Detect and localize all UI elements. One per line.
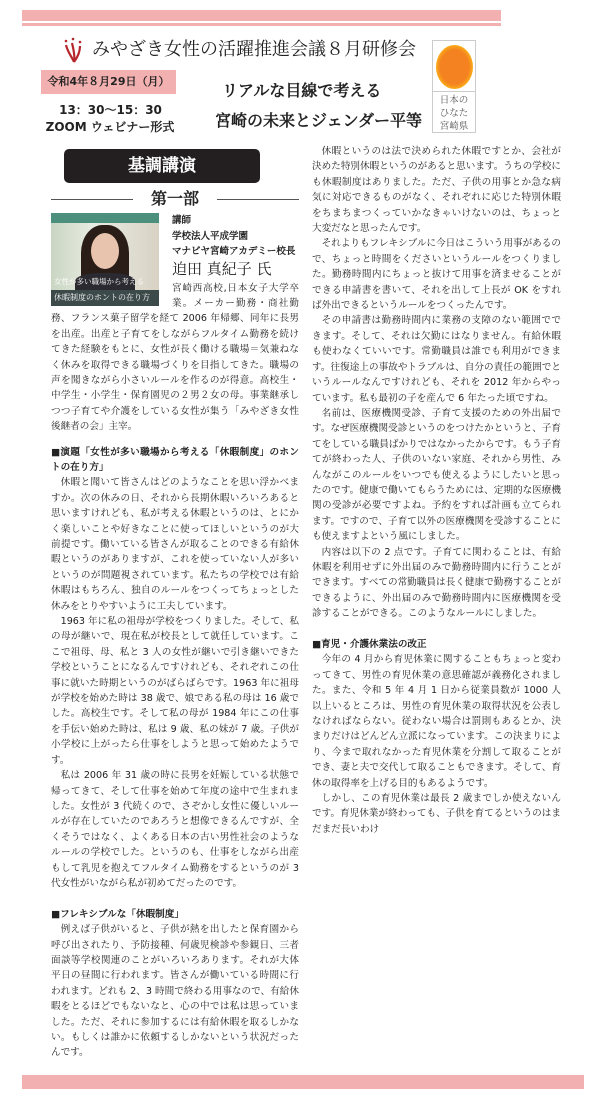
- miyazaki-prefecture-logo: [432, 40, 476, 133]
- paragraph: 休暇と聞いて皆さんはどのようなことを思い浮かべますか。次の休みの日、それから長期休暇いろいろあると思いますけれども、私が考える休暇というのは、とにかく楽しいことや好きなことに使ってほしいというのが大前提です。働いている皆さんが取ることのできる有給休暇というのがありますが、これを使っていない人が多いというのが問題視されています。私たちの学校では有給休暇はもちろん、独自のルールをつくってちょっとした休みをとりやすいように工夫しています。: [51, 477, 299, 612]
- left-column: [51, 144, 299, 1061]
- logo-text: 宮崎県: [439, 121, 469, 132]
- bottom-pink-band: [22, 1075, 584, 1089]
- photo-caption: 女性が多い職場から考える: [54, 277, 144, 286]
- speaker-name: 迫田 真紀子 氏: [172, 259, 272, 278]
- topic-heading: ■フレキシブルな「休暇制度」: [51, 908, 184, 920]
- speaker-position: マナビヤ宮崎アカデミー校長: [172, 246, 296, 257]
- subtitle-line-1: リアルな目線で考える: [222, 81, 382, 100]
- paragraph: 今年の 4 月から育児休業に関することもちょっと変わってきて、男性の育児休業の意思確認が義務化されました。また、令和 5 年 4 月 1 日から従業員数が 1000 人以上いるところは、男性の育児休業の取得状況を公表しなければならない。従わない場合は罰則もあるとか、決まりだけはどんどん立派になっています。この決まりにより、今まで取れなかった育児休業を分割して取ることができ、妻と夫で交代して取ることもできます。そして、育休の取得率を上げる目的もあるようです。: [312, 654, 561, 789]
- speaker-role: 講師: [172, 215, 192, 226]
- paragraph: 休暇というのは法で決められた休暇ですとか、会社が決めた特別休暇というのがあると思います。うちの学校にも休暇制度はありました。ただ、子供の用事とか急な病気に対応できるものがなく、それぞれに応じた特別休暇をちまちまつくっていかなきゃいけないのは、ちょっと大変だなと思ったんです。: [312, 146, 561, 235]
- photo-caption-title: 休暇制度のホントの在り方: [51, 290, 159, 306]
- event-time: 13：30〜15：30: [59, 103, 162, 117]
- paragraph: 1963 年に私の祖母が学校をつくりました。そして、私の母が継いで、現在私が校長として就任しています。ここで祖母、母、私と 3 人の女性が継いで引き継いできた学校ということになるんですけれども、それぞれこの仕事に就いた時期というのがばらばらです。1963 年に祖母が学校を始めた時は 38 歳で、娘である私の母は 16 歳でした。高校生です。そして私の母が 1984 年にこの仕事を手伝い始めた時は、私は 9 歳、私の妹が 7 歳。子供が小学校に上がったら仕事をしようと思って始めたようです。: [51, 616, 299, 766]
- paragraph: その申請書は勤務時間内に業務の支障のない範囲でできます。そして、それは欠勤にはなりません。有給休暇も使わなくていいです。常勤職員は誰でも利用ができます。往復途上の事故やトラブルは、自分の責任の範囲でというルールなんですけれども、それを 2012 年からやっています。私も最初の子を産んで 6 年たった頃ですね。: [312, 315, 561, 404]
- page-header: [0, 0, 606, 144]
- topic-heading: ■育児・介護休業法の改正: [312, 638, 427, 650]
- sun-icon: [436, 45, 473, 89]
- speaker-photo: [51, 213, 159, 306]
- paragraph: しかし、この育児休業は最長 2 歳までしか使えないんです。育児休業が終わっても、子供を育てるというのはまだまだ長いわけ: [312, 793, 561, 835]
- part-label: 第一部: [150, 189, 199, 208]
- paragraph: それよりもフレキシブルに今日はこういう用事があるので、ちょっと時間をくださいというルールをつくりました。勤務時間内にちょっと抜けて用事を済ませることができる申請書を書いて、それを出して上長が OK をすれば外出できるというルールをつくったんです。: [312, 238, 561, 312]
- left-body: [51, 445, 299, 1061]
- subtitle-line-2: 宮崎の未来とジェンダー平等: [214, 111, 422, 130]
- paragraph: 私は 2006 年 31 歳の時に長男を妊娠している状態で帰ってきて、そして仕事を始めて年度の途中で生まれました。女性が 3 代続くので、さぞかし女性に優しいルールが存在していたのであろうと想像できるんですが、全くそうではなく、よくある日本の古い男性社会のようなルールの学校でした。というのも、仕事をしながら出産もして乳児を抱えてフルタイム勤務をするというのが 3 代女性がいながら私が初めてだったのです。: [51, 770, 299, 889]
- event-format: ZOOM ウェビナー形式: [45, 120, 175, 134]
- paragraph: 内容は以下の 2 点です。子育てに関わることは、有給休暇を利用せずに外出届のみで勤務時間内に行うことができます。すべての常勤職員は長く健康で勤務することができるように、外出届のみで勤務時間内に医療機関を受診することができる。このようなルールにしました。: [312, 546, 561, 620]
- paragraph: 例えば子供がいると、子供が熱を出したと保育園から呼び出されたり、予防接種、何歳児検診や参観日、三者面談等学校関連のことがいろいろあります。それが大体平日の昼間に行われます。皆さんが働いている時間に行われます。どれも 2、3 時間で終わる用事なので、有給休暇をとるほどでもないなと、心の中では私は思っていました。ただ、それに参加するには有給休暇を取るしかない。もしくは誰かに依頼するしかないという状況だったんです。: [51, 924, 299, 1059]
- part-heading: [51, 190, 299, 208]
- document-title: みやざき女性の活躍推進会議８月研修会: [92, 39, 416, 60]
- topic-heading: ■演題「女性が多い職場から考える「休暇制度」のホントの在り方」: [51, 446, 299, 473]
- conference-logo-icon: [62, 37, 84, 63]
- paragraph: 名前は、医療機関受診、子育て支援のための外出届です。なぜ医療機関受診というのをつけたかというと、子育てをしている職員ばかりではなかったからです。もう子育てが終わった人、子供のいない家庭、それから男性、みんながこのルールをいつでも使えるようにしたいと思ったのです。健康で働いてもらうためには、定期的な医療機関の受診が必要ですよね。予約をすれば計画も立てられます。ですので、子育て以外の医療機関を受診することにも使えますよという風にしました。: [312, 407, 561, 543]
- speaker-org: 学校法人平成学園: [172, 230, 249, 242]
- event-date: 令和4年８月29日（月）: [41, 70, 176, 94]
- top-pink-band: [22, 10, 501, 21]
- right-column: [312, 144, 561, 837]
- main-content: [0, 144, 606, 1061]
- section-heading: 基調講演: [64, 149, 260, 183]
- logo-text: ひなた: [439, 108, 469, 119]
- top-pink-rule: [22, 23, 501, 26]
- speaker-bio-start: 宮崎西高校,日本女子大学卒業。メーカー勤務・商社勤務、フランス菓: [51, 282, 299, 325]
- speaker-bio-cont: 子留学を経て 2006 年帰郷、同年に長男を出産。出産と子育てをしながらフルタイム勤務を続けてきた経験をもとに、女性が長く働ける職場＝気兼ねなく休みを取得できる職場づくりを目指してきた。職場の声を聞きながら小さいルールを作るのが得意。高校生・中学生・小学生・保育園児の２男２女の母。事業継承しつつ子育てや介護をしている女性が集う「みやざき女性後継者の会」主宰。: [51, 313, 300, 433]
- logo-text: 日本の: [439, 95, 469, 106]
